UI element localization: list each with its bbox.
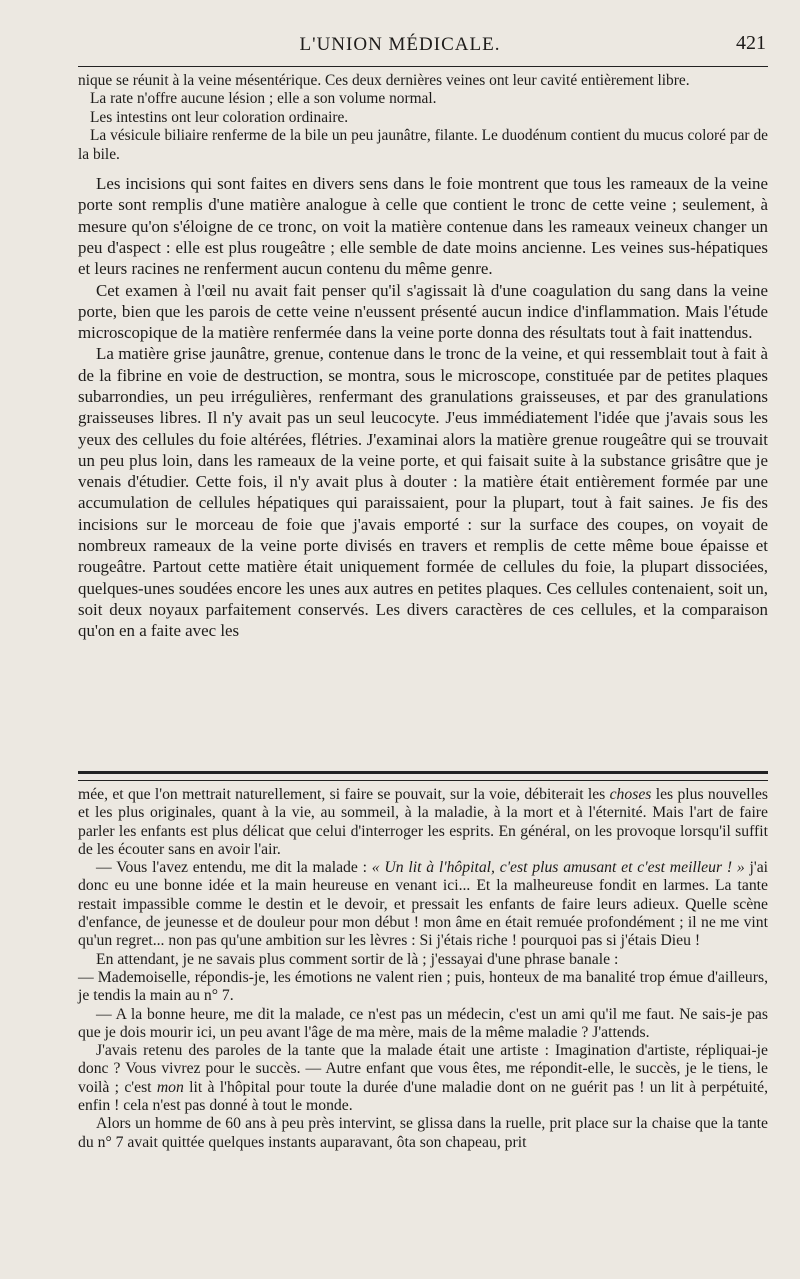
feuilleton [78,786,768,1152]
feuilleton-paragraph [78,786,768,859]
paragraph: La vésicule biliaire renferme de la bile un peu jaunâtre, filante. Le duodénum contient du mucus coloré par de la bile. [78,127,768,163]
feuilleton-paragraph: — A la bonne heure, me dit la malade, ce n'est pas un médecin, c'est un ami qu'il me faut. Ne sais-je pas que je dois mourir ici, un peu avant l'âge de ma mère, mais de la même maladie ? J'attends. [78,1005,768,1041]
paragraph: Cet examen à l'œil nu avait fait penser qu'il s'agissait là d'une coagulation du sang dans la veine porte, bien que les parois de cette veine n'eussent présenté aucun indice d'inflammation. Mais l'étude microscopique de la matière renfermée dans la veine porte donna des résultats tout à fait inattendus. [78,280,768,343]
emphasis: mon [156,1078,184,1096]
feuilleton-paragraph: Alors un homme de 60 ans à peu près intervint, se glissa dans la ruelle, prit place sur la chaise que la tante du n° 7 avait quittée quelques instants auparavant, ôta son chapeau, prit [78,1115,768,1151]
emphasis: choses [609,786,652,803]
feuilleton-paragraph: En attendant, je ne savais plus comment sortir de là ; j'essayai d'une phrase banale : [96,950,619,968]
paragraph: La matière grise jaunâtre, grenue, contenue dans le tronc de la veine, et qui ressemblait tout à fait à de la fibrine en voie de destruction, se montra, sous le microscope, constituée par de petites plaques subarrondies, un peu irrégulières, renfermant des granulations graisseuses, et par des granulations graisseuses libres. Il n'y avait pas un seul leucocyte. J'eus immédiatement l'idée que j'avais sous les yeux des cellules du foie altérées, flétries. J'examinai alors la matière grenue rougeâtre qui se trouvait un peu plus loin, dans les rameaux de la veine porte, et qui faisait suite à la substance grisâtre que je venais d'étudier. Cette fois, il n'y avait plus à douter : la matière était entièrement formée par une accumulation de cellules hépatiques qui paraissaient, pour la plupart, tout à fait saines. Je fis des incisions sur le morceau de foie que j'avais emporté : sur la surface des coupes, on voyait de nombreux rameaux de la veine porte divisés en travers et remplis de cette même boue épaisse et rougeâtre. Partout cette matière était uniquement formée de cellules du foie, la plupart dissociées, quelques-unes soudées encore les unes aux autres en petites plaques. Ces cellules contenaient, soit un, soit deux noyaux parfaitement conservés. Les divers caractères de ces cellules, et la comparaison qu'on en a faite avec les [78,344,768,641]
paragraph: Les incisions qui sont faites en divers sens dans le foie montrent que tous les rameaux de la veine porte sont remplis d'une matière analogue à celle que contient le tronc de cette veine ; seulement, à mesure qu'on s'éloigne de ce tronc, on voit la matière contenue dans les rameaux veineux changer un peu d'aspect : elle est plus rougeâtre ; elle semble de date moins ancienne. Les veines sus-hépatiques et leurs racines ne renferment aucun contenu du même genre. [78,174,768,279]
text: — Vous l'avez entendu, me dit la malade : [96,859,367,877]
feuilleton-paragraph [78,1042,768,1115]
text: mée, et que l'on mettrait naturellement, si faire se pouvait, sur la voie, débiterait les [78,786,606,803]
spacer [78,164,768,173]
emphasis: « Un lit à l'hôpital, c'est plus amusant et c'est meilleur ! » [371,859,745,877]
text: lit à l'hôpital pour toute la durée d'une maladie dont on ne guérit pas ! un lit à perpétuité, enfin ! cela n'est pas donné à tout le monde. [78,1078,768,1115]
running-head [0,30,800,60]
feuilleton-paragraph [78,859,768,950]
main-article [78,72,768,642]
paragraph: nique se réunit à la veine mésentérique. Ces deux dernières veines ont leur cavité entièrement libre. [78,72,690,89]
paragraph: Les intestins ont leur coloration ordinaire. [90,108,349,126]
text: J'avais retenu des paroles de la tante que la malade était une artiste : Imagination d'artiste, répliquai-je donc ? Vous vivrez pour le succès. — Autre enfant que vous êtes, me répondit-elle, le succès, je le tiens, le voilà ; c'est [78,1042,768,1096]
journal-title: L'UNION MÉDICALE. [299,34,501,55]
page-number: 421 [736,32,766,54]
feuilleton-separator [78,771,768,781]
feuilleton-paragraph: — Mademoiselle, répondis-je, les émotions ne valent rien ; puis, honteux de ma banalité trop émue d'ailleurs, je tendis la main au n° 7. [78,968,768,1005]
paragraph: La rate n'offre aucune lésion ; elle a son volume normal. [90,90,437,108]
text: j'ai donc eu une bonne idée et la main heureuse en venant ici... Et la malheureuse fondit en larmes. La tante restait impassible comme le destin et le devoir, et pressait les enfants de faire leurs adieux. Quelle scène d'enfance, de jeunesse et de douleur pour mon début ! mon âme en était remuée profondément ; il ne me vint qu'un regret... non pas qu'une ambition sur les lèvres : Si j'étais riche ! pourquoi pas si j'étais Dieu ! [78,859,769,950]
header-rule [78,66,768,67]
text: les plus nouvelles et les plus originales, quant à la vie, au sommeil, à la maladie, à la mort et à l'éternité. Mais l'art de faire parler les enfants est plus délicat que celui d'interroger les esprits. En général, on les provoque lorsqu'il suffit de les écouter sans en avoir l'air. [78,786,769,858]
